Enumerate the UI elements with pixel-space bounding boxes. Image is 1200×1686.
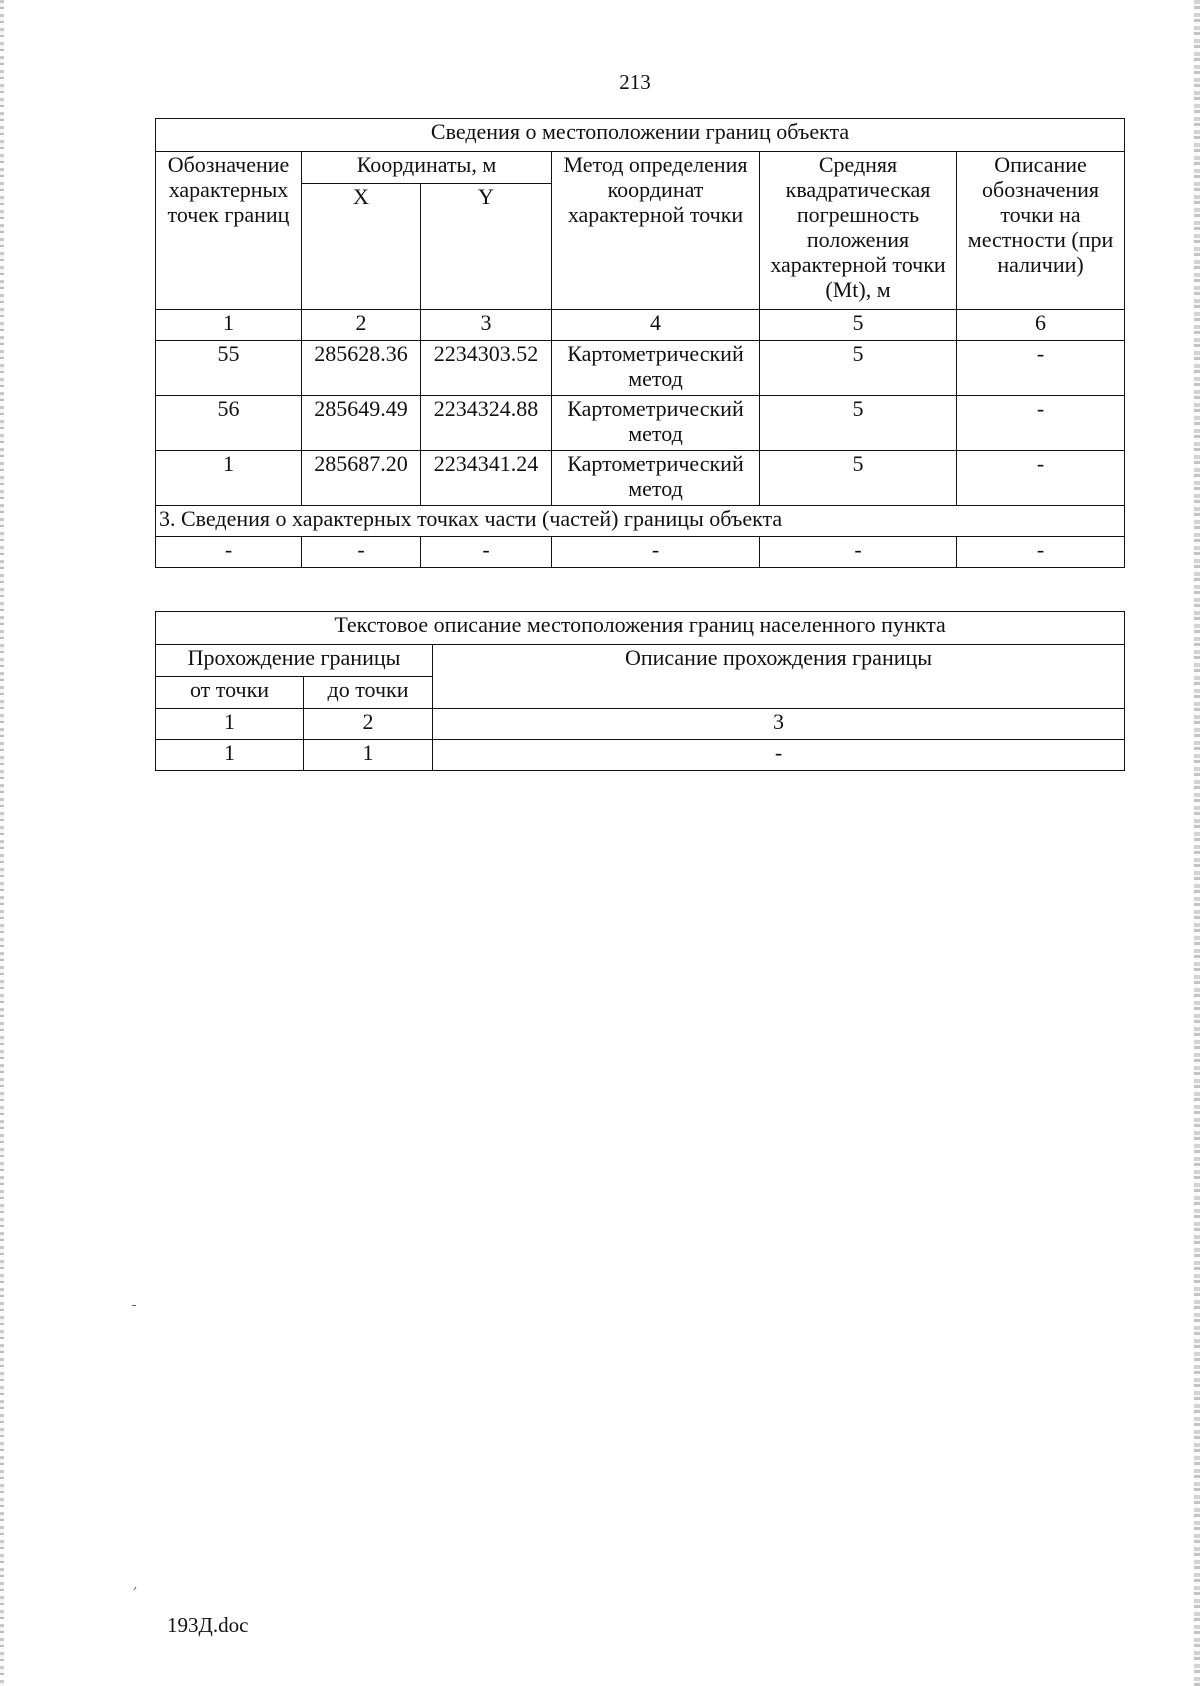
x-cell: 285687.20 <box>302 451 421 506</box>
method-cell: Картометрический метод <box>552 451 760 506</box>
column-number: 3 <box>421 310 552 341</box>
empty-cell: - <box>421 537 552 568</box>
method-cell: Картометрический метод <box>552 396 760 451</box>
description-cell: - <box>957 341 1125 396</box>
header-designation: Обозначение характерных точек границ <box>156 152 302 310</box>
table-row <box>156 396 1125 451</box>
error-cell: 5 <box>760 341 957 396</box>
header-from-point: от точки <box>156 677 304 709</box>
column-number: 5 <box>760 310 957 341</box>
point-cell: 1 <box>156 451 302 506</box>
column-number: 3 <box>433 709 1125 740</box>
header-method: Метод определения координат характерной точки <box>552 152 760 310</box>
description-cell: - <box>957 396 1125 451</box>
header-passage: Прохождение границы <box>156 645 433 677</box>
y-cell: 2234324.88 <box>421 396 552 451</box>
table-row <box>156 451 1125 506</box>
header-to-point: до точки <box>304 677 433 709</box>
error-cell: 5 <box>760 451 957 506</box>
point-cell: 55 <box>156 341 302 396</box>
empty-cell: - <box>760 537 957 568</box>
column-number-row <box>156 310 1125 341</box>
table-row <box>156 740 1125 771</box>
column-number: 1 <box>156 709 304 740</box>
scan-speck <box>132 1305 136 1306</box>
scan-right-edge <box>1194 0 1200 1686</box>
header-x: X <box>302 184 421 310</box>
page-number: 213 <box>619 70 651 94</box>
empty-cell: - <box>552 537 760 568</box>
error-cell: 5 <box>760 396 957 451</box>
from-point-cell: 1 <box>156 740 304 771</box>
passage-description-cell: - <box>433 740 1125 771</box>
description-cell: - <box>957 451 1125 506</box>
table-caption: Сведения о местоположении границ объекта <box>156 119 1125 152</box>
boundary-description-table <box>155 611 1125 771</box>
empty-cell: - <box>957 537 1125 568</box>
column-number: 6 <box>957 310 1125 341</box>
empty-cell: - <box>156 537 302 568</box>
column-number-row <box>156 709 1125 740</box>
scan-speck <box>134 1587 137 1591</box>
x-cell: 285649.49 <box>302 396 421 451</box>
section-3-title: 3. Сведения о характерных точках части (частей) границы объекта <box>156 506 1125 537</box>
boundary-location-table <box>155 118 1125 568</box>
column-number: 2 <box>304 709 433 740</box>
header-coordinates: Координаты, м <box>302 152 552 184</box>
column-number: 1 <box>156 310 302 341</box>
column-number: 4 <box>552 310 760 341</box>
y-cell: 2234341.24 <box>421 451 552 506</box>
column-number: 2 <box>302 310 421 341</box>
empty-cell: - <box>302 537 421 568</box>
to-point-cell: 1 <box>304 740 433 771</box>
header-description: Описание обозначения точки на местности (при наличии) <box>957 152 1125 310</box>
point-cell: 56 <box>156 396 302 451</box>
document-filename: 193Д.doc <box>167 1613 249 1637</box>
table-row <box>156 537 1125 568</box>
header-y: Y <box>421 184 552 310</box>
x-cell: 285628.36 <box>302 341 421 396</box>
y-cell: 2234303.52 <box>421 341 552 396</box>
table-caption: Текстовое описание местоположения границ населенного пункта <box>156 612 1125 645</box>
table-row <box>156 341 1125 396</box>
scan-left-edge <box>0 0 4 1686</box>
header-passage-description: Описание прохождения границы <box>433 645 1125 709</box>
method-cell: Картометрический метод <box>552 341 760 396</box>
header-error: Средняя квадратическая погрешность положения характерной точки (Mt), м <box>760 152 957 310</box>
